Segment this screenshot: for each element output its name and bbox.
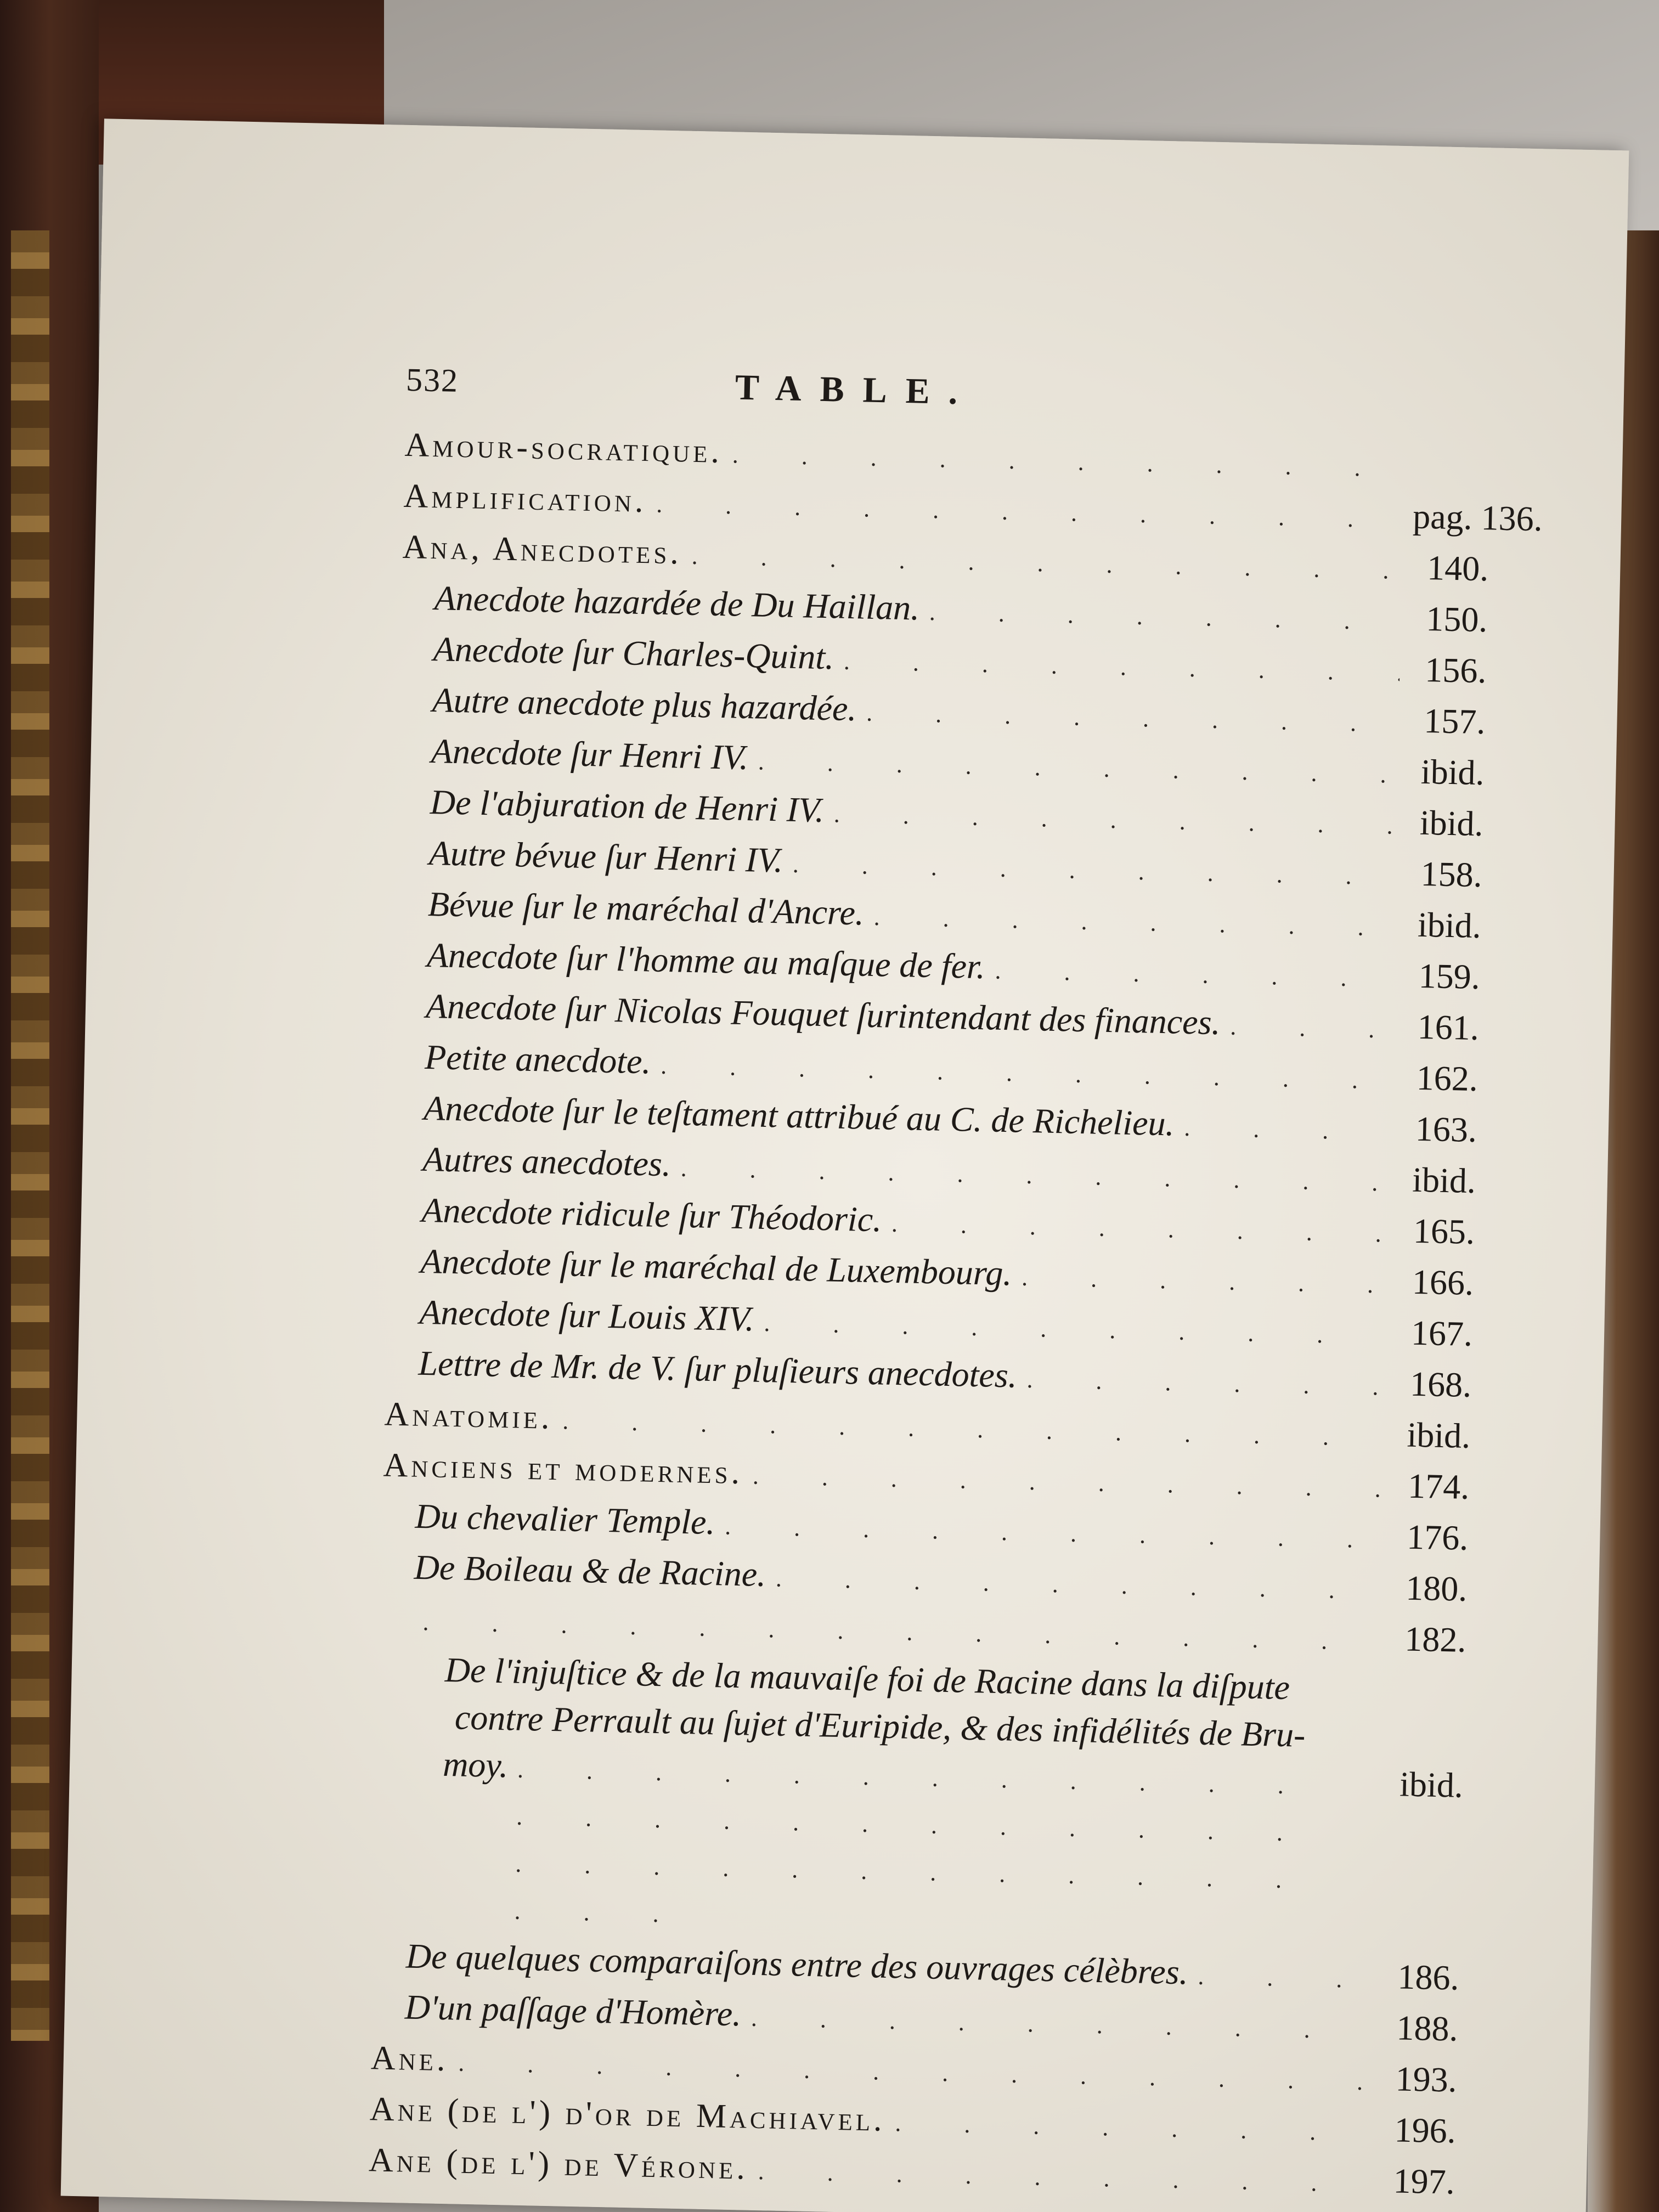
entry-title: De l'abjuration de Henri IV. — [430, 782, 825, 830]
entry-title: Du chevalier Temple. — [415, 1496, 716, 1542]
dot-leader — [515, 1746, 1377, 1953]
entry-title: Bévue ſur le maréchal d'Ancre. — [427, 884, 865, 933]
entry-title: D'un paſſage d'Homère. — [404, 1987, 742, 2034]
entry-title: Lettre de Mr. de V. ſur pluſieurs anecdotes. — [417, 1343, 1018, 1395]
book-page — [61, 119, 1629, 2212]
toc-entry-long — [374, 1645, 1466, 1954]
table-of-contents — [368, 350, 1543, 2210]
entry-title: Petite anecdote. — [424, 1037, 652, 1081]
entry-page: 140. — [1426, 548, 1489, 589]
entry-page: 174. — [1407, 1466, 1470, 1506]
entry-page: 196. — [1393, 2110, 1457, 2151]
entry-title: Anecdote ſur le teſtament attribué au C. de Richelieu. — [423, 1088, 1175, 1143]
entry-title: Anecdote ſur Charles-Quint. — [433, 629, 835, 677]
entry-title: De Boileau & de Racine. — [414, 1547, 766, 1594]
entry-title: Autre bévue ſur Henri IV. — [428, 833, 783, 880]
dot-leader — [1229, 1003, 1392, 1054]
entry-page: 162. — [1416, 1058, 1479, 1099]
entry-page: pag. 136. — [1412, 496, 1543, 539]
dot-leader — [929, 589, 1401, 646]
entry-page: 165. — [1413, 1211, 1475, 1252]
entry-page: ibid. — [1420, 752, 1485, 793]
entry-page: ibid. — [1417, 905, 1482, 946]
entry-page: 168. — [1409, 1364, 1472, 1404]
entry-page: 157. — [1423, 701, 1486, 742]
entry-title: Amplification. — [403, 477, 647, 520]
entry-page: 182. — [1404, 1619, 1467, 1660]
entry-page: 161. — [1417, 1007, 1480, 1048]
entry-title: Anecdote ſur l'homme au maſque de fer. — [426, 935, 986, 986]
entry-title: Anecdote ſur le maréchal de Luxembourg. — [420, 1241, 1013, 1293]
long-entry-page: ibid. — [1399, 1764, 1464, 1805]
long-entry-line-1: De l'injuſtice & de la mauvaiſe foi de Racine dans la diſpute — [444, 1650, 1290, 1707]
dot-leader — [995, 947, 1394, 1003]
long-entry-line-3-text: moy. — [442, 1744, 509, 1785]
entry-title: Ana, Anecdotes. — [402, 528, 682, 572]
long-entry-line-2: contre Perrault au ſujet d'Euripide, & des infidélités de Bru- — [454, 1697, 1306, 1754]
toc-entries — [380, 421, 1543, 1668]
entry-title: Ane (de l') de Vérone. — [368, 2141, 749, 2187]
entry-title: Anecdote ſur Nicolas Fouquet ſurintendant des finances. — [425, 986, 1221, 1042]
entry-page: 193. — [1395, 2059, 1458, 2100]
dot-leader — [758, 2148, 1369, 2208]
entry-title: Autre anecdote plus hazardée. — [432, 680, 857, 729]
dot-leader — [1183, 1104, 1390, 1156]
entry-title: De quelques comparaiſons entre des ouvrages célèbres. — [405, 1936, 1189, 1992]
entry-page — [1414, 477, 1491, 478]
entry-page: ibid. — [1412, 1160, 1476, 1201]
entry-title: Ane. — [370, 2039, 449, 2079]
toc-entries-tail — [368, 1932, 1459, 2209]
entry-page: ibid. — [1406, 1415, 1471, 1455]
entry-page: ibid. — [1419, 803, 1484, 844]
entry-page: 166. — [1412, 1262, 1474, 1303]
entry-page: 186. — [1397, 1957, 1460, 1997]
entry-page: 197. — [1393, 2161, 1455, 2202]
entry-page: 188. — [1396, 2008, 1459, 2049]
dot-leader — [1021, 1254, 1387, 1309]
entry-title: Anecdote hazardée de Du Haillan. — [434, 578, 920, 628]
entry-page: 158. — [1420, 854, 1483, 895]
entry-title: Anecdote ſur Louis XIV. — [419, 1292, 755, 1339]
entry-page: 167. — [1410, 1313, 1473, 1354]
entry-title: Ane (de l') d'or de Machiavel. — [369, 2090, 886, 2138]
entry-title: Anecdote ſur Henri IV. — [431, 731, 749, 777]
entry-page: 156. — [1424, 650, 1487, 691]
entry-page: 159. — [1418, 956, 1481, 997]
entry-title: Anatomie. — [383, 1395, 554, 1436]
dot-leader — [1026, 1356, 1385, 1411]
entry-title: Anciens et modernes. — [382, 1446, 743, 1492]
entry-page: 150. — [1425, 599, 1488, 640]
entry-page: 180. — [1405, 1568, 1468, 1609]
entry-page: 163. — [1415, 1109, 1477, 1150]
entry-title: Autres anecdotes. — [422, 1139, 672, 1184]
gilt-tooling — [11, 230, 49, 2041]
running-head: TABLE. — [735, 367, 977, 413]
entry-page: 176. — [1406, 1517, 1469, 1558]
entry-title: Anecdote ridicule ſur Théodoric. — [421, 1190, 882, 1239]
dot-leader — [895, 2100, 1370, 2157]
entry-title: Amour-socratique. — [404, 426, 723, 471]
dot-leader — [1198, 1953, 1373, 2004]
long-entry-line-3 — [407, 1740, 1464, 1955]
page-number: 532 — [405, 361, 459, 399]
